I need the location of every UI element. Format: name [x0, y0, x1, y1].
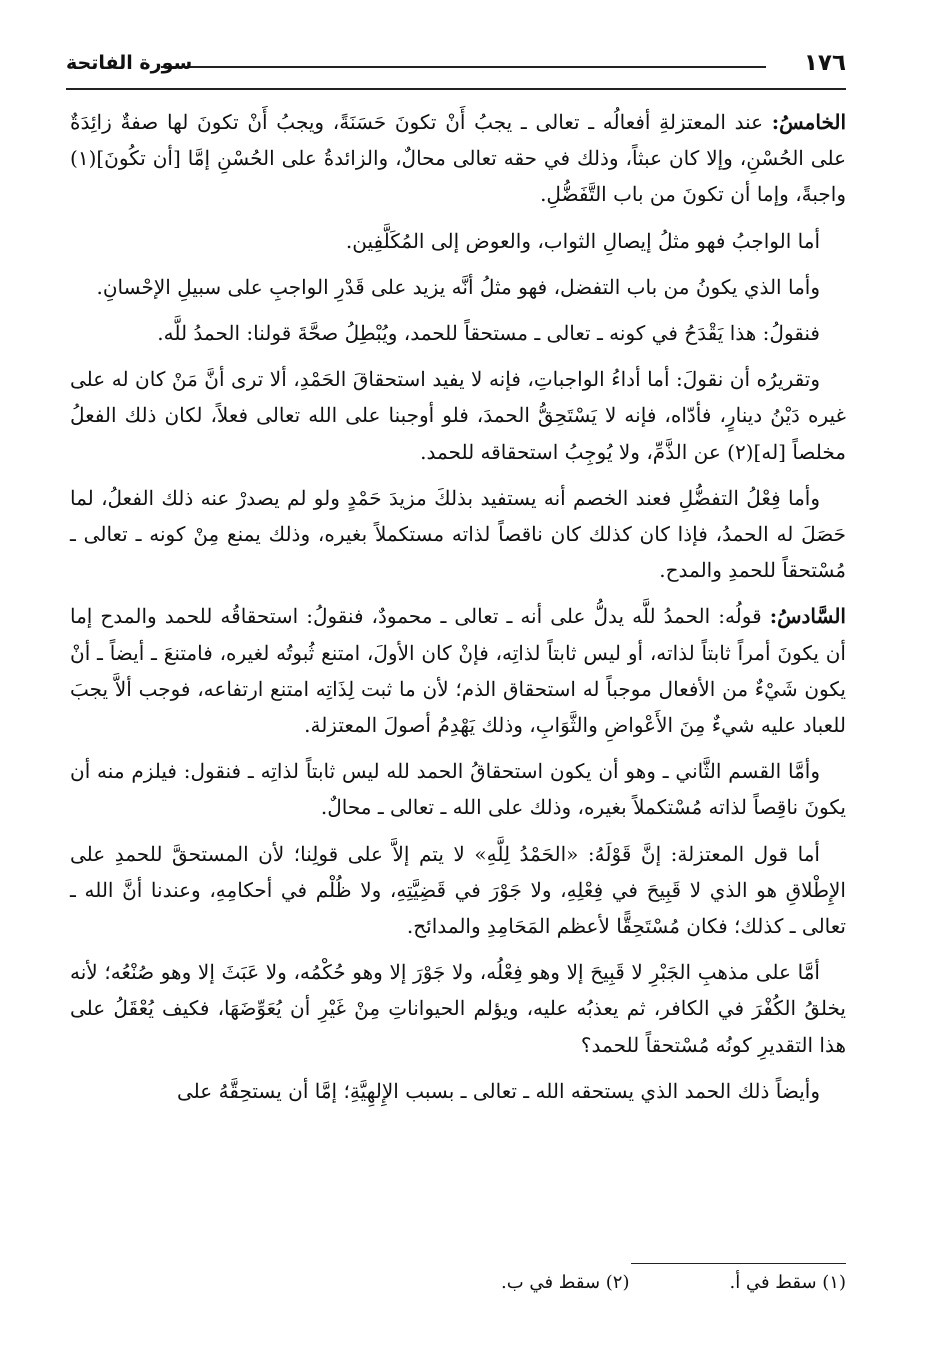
paragraph	[70, 1073, 846, 1109]
paragraph-text: عند المعتزلةِ أفعالُه ـ تعالى ـ يجبُ أَنْ تكونَ حَسَنَةً، ويجبُ أَنْ تكونَ لها صفةٌ زائِدَةٌ على الحُسْنِ، وإلا كان عبثاً، وذلك في حقه تعالى محالٌ، والزائدةُ على الحُسْنِ إمَّا [أن تكُونَ](١) واجبةً، وإما أن تكونَ من باب التَّفَضُّلِ.	[70, 110, 846, 207]
paragraph-lead: الخامسُ:	[771, 110, 846, 134]
paragraph	[70, 480, 846, 589]
paragraph	[70, 269, 846, 305]
paragraph-text: وأما الذي يكونُ من باب التفضل، فهو مثلُ أنَّه يزيد على قَدْرِ الواجبِ على سبيلِ الإحْسانِ.	[96, 274, 820, 299]
paragraph	[70, 104, 846, 213]
footnote-2: (٢) سقط في ب.	[501, 1272, 630, 1293]
paragraph-lead: السَّادسُ:	[769, 604, 846, 629]
paragraph	[70, 361, 846, 470]
page-number: ١٧٦	[803, 50, 846, 76]
paragraph	[70, 315, 846, 351]
footnote-1: (١) سقط في أ.	[729, 1272, 846, 1293]
paragraph-text: أما قول المعتزلة: إنَّ قَوْلَهُ: «الحَمْدُ لِلَّهِ» لا يتم إلاَّ على قولِنا؛ لأن المستحقَّ للحمدِ على الإِطْلاقِ هو الذي لا قَبِيحَ في فِعْلِهِ، ولا جَوْرَ في قَضِيَّتِهِ، ولا ظُلْم في أحكامِهِ، وعندنا أنَّ الله ـ تعالى ـ كذلك؛ فكان مُسْتَحِقًّا لأعظم المَحَامِدِ والمدائح.	[70, 841, 846, 939]
header-short-rule	[161, 66, 766, 68]
running-header	[66, 50, 846, 90]
paragraph	[70, 836, 846, 945]
footnote-rule	[631, 1263, 846, 1264]
paragraph	[70, 598, 846, 743]
header-rule	[66, 88, 846, 90]
paragraph-text: أمَّا على مذهبِ الجَبْرِ لا قَبِيحَ إلا وهو فِعْلُه، ولا جَوْرَ إلا وهو حُكْمُه، ولا عَبَثَ إلا وهو صُنْعُه؛ لأنه يخلقُ الكُفْرَ في الكافر، ثم يعذبُه عليه، ويؤلم الحيواناتِ مِنْ غَيْرِ أن يُعَوِّضَهَا، فكيف يُعْقَلُ على هذا التقديرِ كونُه مُسْتحقاً للحمد؟	[70, 960, 846, 1057]
paragraph	[70, 223, 846, 259]
paragraph-text: وتقريرُه أن نقولَ: أما أداءُ الواجباتِ، فإنه لا يفيد استحقاقَ الحَمْدِ، ألا ترى أنَّ مَنْ كان له على غيره دَيْنُ دينارٍ، فأدّاه، فإنه لا يَسْتَحِقُّ الحمدَ، فلو أوجبنا على الله تعالى فعلاً، لكان ذلك الفعلُ مخلصاً [له](٢) عن الذَّمِّ، ولا يُوجِبُ استحقاقه للحمد.	[70, 367, 846, 464]
paragraph-text: وأما فِعْلُ التفضُّلِ فعند الخصم أنه يستفيد بذلكَ مزيدَ حَمْدٍ ولو لم يصدرْ عنه ذلك الفعلُ، لما حَصَلَ له الحمدُ، فإذا كان كذلك كان ناقصاً لذاته مستكملاً بغيره، وذلك يمنع مِنْ كونه ـ تعالى ـ مُسْتحقاً للحمدِ والمدح.	[70, 485, 846, 583]
body-text	[70, 104, 846, 1119]
paragraph-text: وأيضاً ذلك الحمد الذي يستحقه الله ـ تعالى ـ بسبب الإِلهِيَّةِ؛ إمَّا أن يستحِقَّهُ على	[177, 1078, 820, 1103]
paragraph-text: أما الواجبُ فهو مثلُ إيصالِ الثواب، والعوض إلى المُكَلَّفِين.	[345, 228, 820, 253]
paragraph-text: فنقولُ: هذا يَقْدَحُ في كونه ـ تعالى ـ مستحقاً للحمد، ويُبْطِلُ صحَّةَ قولنا: الحمدُ للَّه.	[157, 321, 820, 346]
surah-name: سورة الفاتحة	[66, 52, 193, 74]
footnotes	[286, 1272, 846, 1293]
paragraph	[70, 954, 846, 1063]
paragraph-text: وأمَّا القسم الثَّاني ـ وهو أن يكون استحقاقُ الحمد لله ليس ثابتاً لذاتِه ـ فنقول: فيلزم منه أن يكونَ ناقِصاً لذاته مُسْتكملاً بغيره، وذلك على الله ـ تعالى ـ محالٌ.	[70, 759, 846, 820]
paragraph-text: قولُه: الحمدُ للَّه يدلُّ على أنه ـ تعالى ـ محمودٌ، فنقولُ: استحقاقُه للحمد والمدح إما أن يكونَ أمراً ثابتاً لذاته، أو ليس ثابتاً لذاتِه، فإنْ كان الأولَ، امتنع ثُبوتُه لغيره، فامتنعَ ـ أيضاً ـ أنْ يكون شَيْءٌ من الأفعال موجباً له استحقاق الذم؛ لأن ما ثبت لِذَاتِه امتنع ارتفاعه، فوجب ألاَّ يجبَ للعباد عليه شيءٌ مِنَ الأَعْواضِ والثَّوَابِ، وذلك يَهْدِمُ أصولَ المعتزلة.	[70, 604, 846, 738]
paragraph	[70, 753, 846, 825]
